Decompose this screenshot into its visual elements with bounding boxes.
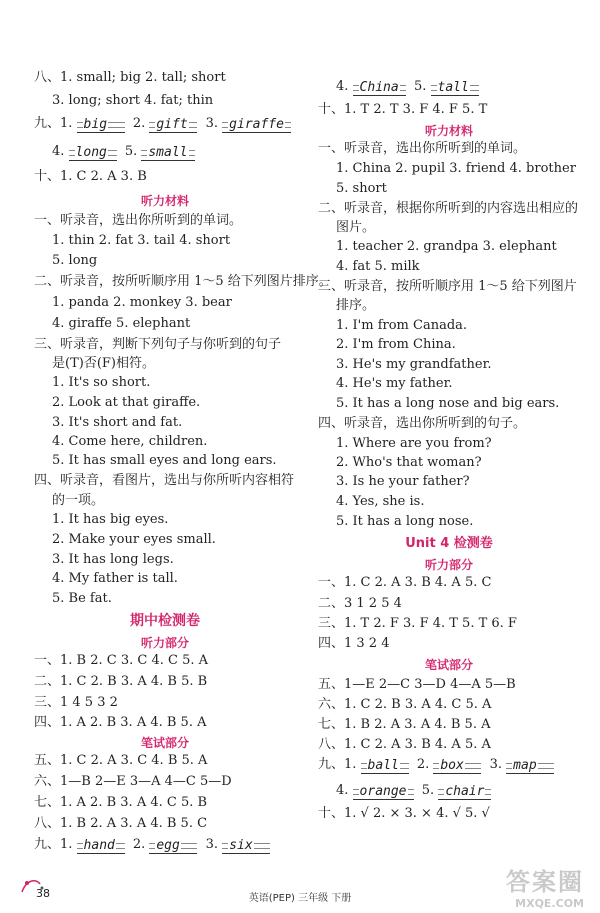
- handwriting-word: giraffe: [222, 118, 291, 133]
- answer-line: 3. He's my grandfather.: [336, 357, 492, 372]
- handwriting-answer-line: 4. long 5. small: [52, 143, 195, 161]
- handwriting-word: box: [433, 759, 481, 774]
- answer-line: 1. It's so short.: [52, 375, 151, 390]
- answer-line: 1. teacher 2. grandpa 3. elephant: [336, 239, 557, 254]
- answer-line: 三、1 4 5 3 2: [34, 695, 118, 710]
- answer-line: 1. China 2. pupil 3. friend 4. brother: [336, 161, 576, 176]
- answer-line: 1. I'm from Canada.: [336, 318, 468, 333]
- handwriting-word: gift: [149, 118, 197, 133]
- question-line: 一、听录音，选出你所听到的单词。: [318, 141, 527, 156]
- answer-line: 4. Yes, she is.: [336, 494, 425, 509]
- answer-line: 二、1. C 2. B 3. A 4. B 5. B: [34, 674, 208, 689]
- watermark-main: 答案圈: [506, 868, 584, 896]
- handwriting-word: tall: [431, 81, 479, 96]
- handwriting-answer-line: 4. orange 5. chair: [336, 782, 491, 800]
- answer-line: 4. My father is tall.: [52, 571, 178, 586]
- question-line: 四、听录音，看图片，选出与你所听内容相符: [34, 473, 295, 488]
- section-heading: 笔试部分: [140, 736, 189, 750]
- answer-line: 十、1. T 2. T 3. F 4. F 5. T: [318, 102, 488, 117]
- answer-line: 一、1. C 2. A 3. B 4. A 5. C: [318, 575, 492, 590]
- question-line: 排序。: [336, 298, 376, 313]
- section-heading: 听力材料: [140, 194, 189, 208]
- handwriting-answer-line: 九、1. hand 2. egg 3. six: [34, 836, 270, 854]
- answer-line: 3. It's short and fat.: [52, 415, 183, 430]
- answer-line: 4. giraffe 5. elephant: [52, 316, 191, 331]
- answer-line: 五、1—E 2—C 3—D 4—A 5—B: [318, 677, 516, 692]
- answer-line: 5. It has a long nose.: [336, 514, 474, 529]
- question-line: 二、听录音，根据你所听到的内容选出相应的: [318, 201, 579, 216]
- question-line: 图片。: [336, 220, 376, 235]
- answer-line: 七、1. A 2. B 3. A 4. C 5. B: [34, 795, 208, 810]
- answer-line: 3. It has long legs.: [52, 552, 174, 567]
- answer-line: 2. Make your eyes small.: [52, 532, 216, 547]
- answer-line: 八、1. C 2. A 3. B 4. A 5. A: [318, 737, 491, 752]
- answer-line: 2. Look at that giraffe.: [52, 395, 201, 410]
- handwriting-word: ball: [361, 759, 409, 774]
- answer-line: 1. thin 2. fat 3. tail 4. short: [52, 233, 231, 248]
- answer-line: 1. panda 2. monkey 3. bear: [52, 295, 232, 310]
- handwriting-answer-line: 4. China 5. tall: [336, 78, 479, 96]
- exam-title: Unit 4 检测卷: [405, 536, 493, 551]
- answer-line: 七、1. B 2. A 3. A 4. B 5. A: [318, 717, 491, 732]
- answer-line: 六、1. C 2. B 3. A 4. C 5. A: [318, 697, 492, 712]
- answer-line: 4. Come here, children.: [52, 434, 208, 449]
- question-line: 一、听录音，选出你所听到的单词。: [34, 213, 243, 228]
- handwriting-word: map: [506, 759, 554, 774]
- answer-line: 三、1. T 2. F 3. F 4. T 5. T 6. F: [318, 616, 517, 631]
- answer-line: 5. It has a long nose and big ears.: [336, 396, 560, 411]
- question-line: 的一项。: [52, 493, 105, 508]
- watermark-logo: [500, 862, 584, 908]
- handwriting-word: small: [141, 146, 194, 161]
- answer-line: 五、1. C 2. A 3. C 4. B 5. A: [34, 753, 208, 768]
- answer-line: 5. Be fat.: [52, 591, 112, 606]
- handwriting-word: six: [222, 839, 270, 854]
- section-heading: 听力部分: [424, 558, 473, 572]
- handwriting-word: egg: [149, 839, 197, 854]
- handwriting-word: orange: [353, 785, 414, 800]
- answer-line: 六、1—B 2—E 3—A 4—C 5—D: [34, 774, 232, 789]
- handwriting-word: chair: [438, 785, 491, 800]
- question-line: 三、听录音，按所听顺序用 1～5 给下列图片: [318, 279, 577, 294]
- question-line: 四、听录音，选出你所听到的句子。: [318, 416, 527, 431]
- watermark-url: MXQE.COM: [515, 897, 584, 910]
- answer-line: 2. I'm from China.: [336, 337, 456, 352]
- answer-line: 1. It has big eyes.: [52, 512, 169, 527]
- answer-line: 5. short: [336, 181, 387, 196]
- answer-line: 5. long: [52, 253, 98, 268]
- question-line: 三、听录音，判断下列句子与你听到的句子: [34, 337, 282, 352]
- page-number: 38: [36, 887, 50, 900]
- answer-line: 十、1. √ 2. × 3. × 4. √ 5. √: [318, 806, 490, 821]
- answer-line: 四、1 3 2 4: [318, 636, 390, 651]
- answer-line: 四、1. A 2. B 3. A 4. B 5. A: [34, 715, 207, 730]
- handwriting-answer-line: 九、1. ball 2. box 3. map: [318, 756, 554, 774]
- handwriting-answer-line: 九、1. big 2. gift 3. giraffe: [34, 115, 291, 133]
- book-title-footer: 英语(PEP) 三年级 下册: [248, 893, 352, 904]
- answer-line: 4. fat 5. milk: [336, 259, 420, 274]
- handwriting-word: big: [77, 118, 125, 133]
- handwriting-word: China: [353, 81, 406, 96]
- answer-line: 3. Is he your father?: [336, 474, 470, 489]
- handwriting-word: hand: [77, 839, 125, 854]
- answer-line: 3. long; short 4. fat; thin: [52, 93, 214, 108]
- answer-line: 5. It has small eyes and long ears.: [52, 453, 277, 468]
- answer-line: 八、1. small; big 2. tall; short: [34, 70, 226, 85]
- answer-line: 一、1. B 2. C 3. C 4. C 5. A: [34, 653, 208, 668]
- answer-line: 4. He's my father.: [336, 376, 453, 391]
- exam-title: 期中检测卷: [130, 613, 200, 629]
- section-heading: 听力材料: [424, 124, 473, 138]
- answer-line: 1. Where are you from?: [336, 436, 492, 451]
- question-line: 是(T)否(F)相符。: [52, 356, 155, 371]
- answer-line: 八、1. B 2. A 3. A 4. B 5. C: [34, 816, 208, 831]
- section-heading: 笔试部分: [424, 658, 473, 672]
- answer-line: 二、3 1 2 5 4: [318, 596, 402, 611]
- answer-line: 十、1. C 2. A 3. B: [34, 169, 147, 184]
- question-line: 二、听录音，按所听顺序用 1～5 给下列图片排序。: [34, 274, 332, 289]
- answer-line: 2. Who's that woman?: [336, 455, 482, 470]
- section-heading: 听力部分: [140, 636, 189, 650]
- handwriting-word: long: [69, 146, 117, 161]
